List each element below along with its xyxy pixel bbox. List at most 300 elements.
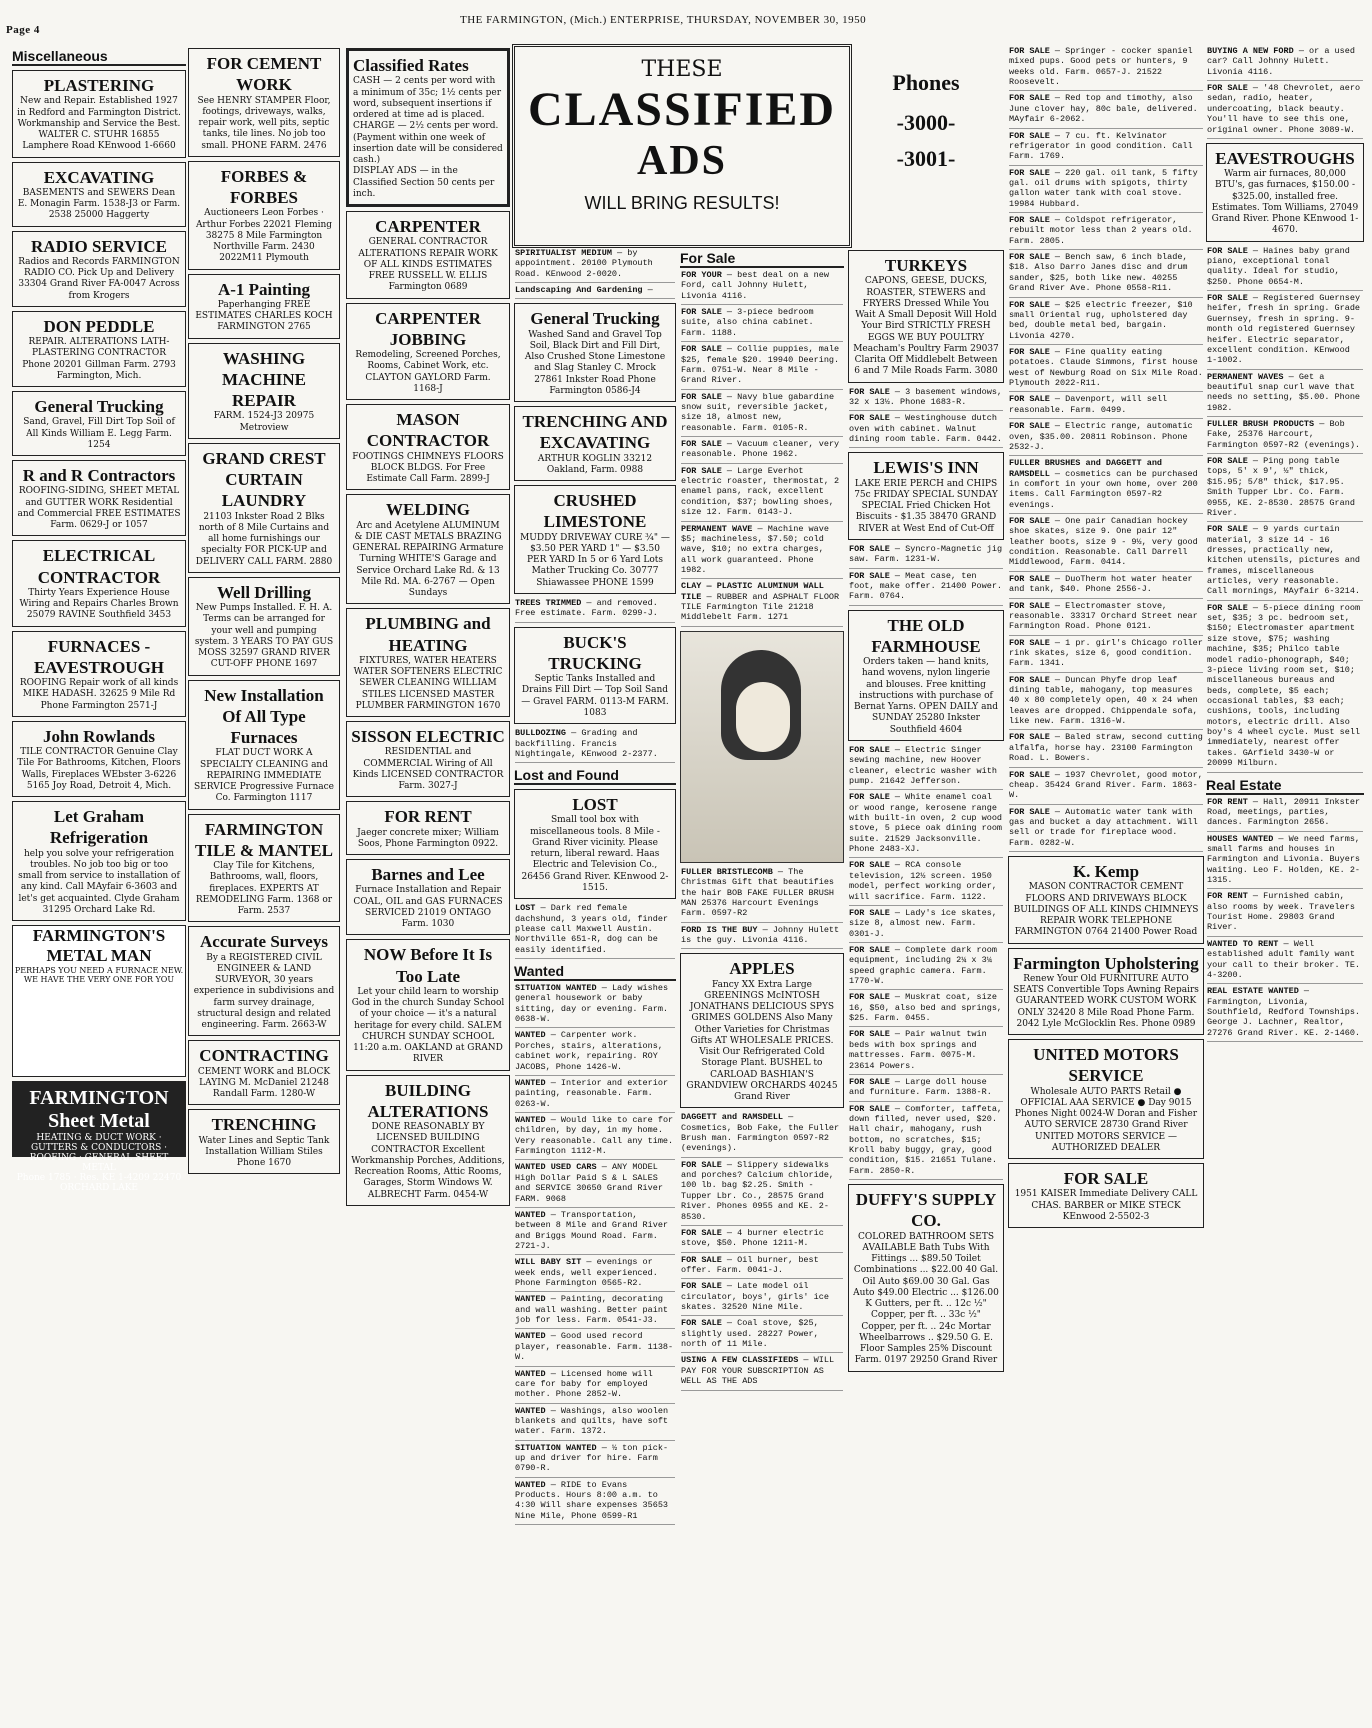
- display-ad: [12, 70, 186, 158]
- ad-text: Licensed home will care for baby for employed mother. Phone 2852-W.: [515, 1368, 653, 1400]
- ad-lead: WANTED: [515, 1294, 546, 1305]
- display-ad: [12, 631, 186, 717]
- ad-title: New Installation Of All Type Furnaces: [204, 685, 324, 747]
- classified-ad: FOR SALE — 3-piece bedroom suite, also china cabinet. Farm. 1188.: [681, 307, 843, 342]
- ad-lead: HOUSES WANTED: [1207, 833, 1274, 844]
- classified-ad: REAL ESTATE WANTED — Farmington, Livonia, Southfield, Redford Townships. George J. Lachner, Realtor, 27276 Grand River. KE. 2-1460.: [1207, 986, 1363, 1042]
- ad-lead: FOR RENT: [1207, 796, 1248, 807]
- ad-title: FOR SALE: [1063, 1169, 1149, 1189]
- display-ad: [12, 801, 186, 921]
- ad-text: Navy blue gabardine snow suit, reversible jacket, size 18, almost new, reasonable. Farm. 0105-R.: [681, 391, 835, 433]
- ad-lead: WANTED: [515, 1077, 546, 1088]
- ad-lead: FOR SALE: [681, 465, 722, 476]
- classified-ad: FOR SALE — Pair walnut twin beds with box springs and mattresses. Farm. 0075-M. 23614 Powers.: [849, 1029, 1003, 1074]
- ad-text: Farmington, Livonia, Southfield, Redford Townships. George J. Lachner, Realtor, 27276 Grand River. KE. 2-1460.: [1207, 996, 1361, 1038]
- ad-title: FURNACES - EAVESTROUGH: [33, 636, 165, 677]
- ad-lead: FOR SALE: [849, 792, 890, 803]
- fuller-brush-illustration: [680, 631, 844, 863]
- section-header: Wanted: [514, 963, 676, 981]
- classified-ad: CLAY — PLASTIC ALUMINUM WALL TILE — RUBBER and ASPHALT FLOOR TILE Farmington Tile 21218 Middlebelt Farm. 1271: [681, 581, 843, 626]
- ad-text: and removed. Free estimate. Farm. 0299-J.: [515, 597, 658, 619]
- ad-text: '48 Chevrolet, aero sedan, radio, heater, undercoating, black beauty. You'll have to see this one, original owner. Phone 3089-W.: [1207, 83, 1361, 135]
- ad-body: Warm air furnaces, 80,000 BTU's, gas furnaces, $150.00 - $325.00, installed free. Estimates. Tom Williams, 27049 Grand River. Phone KEnwood 1-4670.: [1211, 169, 1359, 236]
- display-ad: [1008, 948, 1204, 1036]
- ad-text: Interior and exterior painting, reasonable. Farm. 0263-W.: [515, 1077, 669, 1109]
- ad-body: BASEMENTS and SEWERS Dean E. Monagin Farm. 1538-J3 or Farm. 2538 25000 Haggerty: [17, 187, 181, 221]
- display-ad: [12, 391, 186, 456]
- ad-text: evenings or week ends, well experienced. Phone Farmington 0565-R2.: [515, 1257, 658, 1289]
- display-ad: [1008, 1163, 1204, 1228]
- ad-lead: FOR SALE: [849, 907, 890, 918]
- ad-text: Bench saw, 6 inch blade, $18. Also Darro Janes disc and drum sander, $25, both like new. 40255 Grand River Ave. Phone 0558-R11.: [1009, 252, 1188, 294]
- ad-title: K. Kemp: [1072, 862, 1140, 882]
- display-ad: [188, 577, 340, 676]
- classified-ad: Landscaping And Gardening —: [515, 285, 675, 299]
- ad-text: Oil burner, best offer. Farm. 0041-J.: [681, 1254, 819, 1275]
- ad-body: Wholesale AUTO PARTS Retail ● OFFICIAL AAA SERVICE ● Day 9015 Phones Night 0024-W Doran and Fisher AUTO SERVICE 28730 Grand River UNITED MOTORS SERVICE — AUTHORIZED DEALER: [1014, 1086, 1198, 1153]
- classified-ad: WANTED TO RENT — Well established adult family want your call to their broker. TE. 4-3200.: [1207, 939, 1363, 984]
- ad-title: BUILDING ALTERATIONS: [367, 1080, 489, 1121]
- ad-lead: PERMANENT WAVE: [681, 523, 753, 534]
- ad-lead: FOR SALE: [681, 391, 722, 402]
- ad-body: CAPONS, GEESE, DUCKS, ROASTER, STEWERS and FRYERS Dressed While You Wait A Small Deposit Will Hold Your Bird STRICTLY FRESH EGGS WE BUY POULTRY Meacham's Poultry Farm 29037 Clarita Off Middlebelt Between 6 and 7 Mile Roads Farm. 3080: [853, 276, 999, 377]
- ad-body: GENERAL CONTRACTOR ALTERATIONS REPAIR WORK OF ALL KINDS ESTIMATES FREE RUSSELL W. ELLIS Farmington 0689: [358, 237, 498, 293]
- ad-body: MASON CONTRACTOR CEMENT FLOORS AND DRIVEWAYS BLOCK BUILDINGS OF ALL KINDS CHIMNEYS REPAIR WORK TELEPHONE FARMINGTON 0764 21400 Power Road: [1013, 882, 1199, 938]
- rates-cash: CASH — 2 cents per word with a minimum of 35c; 1½ cents per word, subsequent insertions if ordered at time ad is placed.: [353, 76, 501, 120]
- ad-text: 4 burner electric stove, $50. Phone 1211-M.: [681, 1227, 824, 1249]
- display-ad: [346, 211, 510, 299]
- classified-ad: FOR SALE — Westinghouse dutch oven with cabinet. Walnut dining room table. Farm. 0442.: [849, 413, 1003, 448]
- ad-lead: FOR SALE: [1207, 524, 1248, 535]
- ad-lead: FOR SALE: [1009, 215, 1050, 226]
- classified-ad: FOR SALE — Muskrat coat, size 16, $50, also bed and springs, $25. Farm. 0455.: [849, 992, 1003, 1027]
- ad-text: Electromaster stove, reasonable. 33317 Orchard Street near Farmington Road. Phone 0121.: [1009, 600, 1198, 632]
- ad-lead: FOR SALE: [1207, 293, 1248, 304]
- ad-lead: FOR SALE: [681, 344, 722, 355]
- display-ad: [514, 485, 676, 594]
- ad-text: We need farms, small farms and houses in Farmington and Livonia. Buyers waiting. Leo F. Holden, KE. 2-1315.: [1207, 833, 1361, 886]
- column-8: [1204, 44, 1366, 1724]
- ad-body: Washed Sand and Gravel Top Soil, Black Dirt and Fill Dirt, Also Crushed Stone Limestone and Slag Stanley C. Mrock 27861 Inkster Road Phone Farmington 0586-J4: [524, 329, 666, 396]
- section-header: For Sale: [680, 250, 844, 268]
- ad-lead: WANTED: [515, 1114, 546, 1125]
- classified-ad: FOR SALE — 9 yards curtain material, 3 size 14 - 16 dresses, practically new, kitchen utensils, pictures and frames, miscellaneous articles, very reasonable. Call mornings, MAyfair 6-3214.: [1207, 524, 1363, 601]
- ad-lead: FOR SALE: [1009, 732, 1050, 743]
- ad-body: New Pumps Installed. F. H. A. Terms can be arranged for your well and pumping system. 3 YEARS TO PAY GUS MOSS 32597 GRAND RIVER CUT-OFF PHONE 1697: [194, 603, 334, 670]
- ad-body: COLORED BATHROOM SETS AVAILABLE Bath Tubs With Fittings ... $89.50 Toilet Combinations ... $22.00 40 Gal. Oil Auto $69.00 30 Gal. Gas Auto $49.00 Electric ... $126.00 K Gutters, per ft. .. 12c ½" Copper, per ft. .. 33c ½" Copper, per ft. .. 24c Mortar Wheelbarrows .. $29.50 G. E. Floor Samples 25% Discount Farm. 0197 29250 Grand River: [853, 1231, 999, 1366]
- classified-ad: FOR SALE — Large doll house and furniture. Farm. 1388-R.: [849, 1077, 1003, 1102]
- ad-lead: FOR SALE: [1009, 167, 1050, 178]
- ad-lead: FOR SALE: [681, 307, 722, 318]
- display-ad: [346, 721, 510, 797]
- rates-title: Classified Rates: [353, 56, 469, 75]
- ad-text: 3 basement windows, 32 x 13½. Phone 1683-R.: [849, 386, 1003, 407]
- ad-title: R and R Contractors: [22, 466, 176, 485]
- ad-title: Let Graham Refrigeration: [49, 807, 149, 848]
- ad-title: SISSON ELECTRIC: [351, 727, 505, 746]
- ad-lead: FOR SALE: [681, 1227, 722, 1238]
- ad-title: DUFFY'S SUPPLY CO.: [855, 1190, 997, 1231]
- ad-text: Get a beautiful snap curl wave that needs no setting, $5.00. Phone 1982.: [1207, 371, 1361, 413]
- classified-ad: FULLER BRUSHES and DAGGETT and RAMSDELL — cosmetics can be purchased in comfort in your own home, over 200 items. Call Farmington 0597-R2 evenings.: [1009, 458, 1203, 514]
- classified-ad: FULLER BRISTLECOMB — The Christmas Gift that beautifies the hair BOB FAKE FULLER BRUSH MAN 25376 Harcourt Evenings Farm. 0597-R2: [681, 867, 843, 923]
- ad-text: Large Everhot electric roaster, thermostat, 2 enamel pans, rack, excellent condition, $37; bowling shoes, size 12. Farm. 0143-J.: [681, 465, 840, 518]
- phones-box: [846, 44, 1006, 242]
- ad-text: White enamel coal or wood range, kerosene range with built-in oven, 2 cup wood stove, 5 piece oak dining room suite. 21529 Jacksonville. Phone 2483-XJ.: [849, 792, 1003, 855]
- ad-title: Barnes and Lee: [371, 865, 485, 884]
- classified-ad: SPIRITUALIST MEDIUM — by appointment. 20100 Plymouth Road. KEnwood 2-0020.: [515, 248, 675, 283]
- display-ad: [346, 801, 510, 855]
- ad-title: WELDING: [385, 500, 471, 520]
- ad-body: Furnace Installation and Repair COAL, OIL and GAS FURNACES SERVICED 21019 ONTAGO Farm. 1030: [353, 885, 503, 929]
- ad-lead: FOR SALE: [849, 744, 890, 755]
- ad-lead: FOR SALE: [1207, 602, 1248, 613]
- display-ad: [188, 161, 340, 270]
- ad-title: DON PEDDLE: [43, 316, 155, 336]
- ad-text: best deal on a new Ford, call Johnny Hulett, Livonia 4116.: [681, 270, 829, 301]
- display-ad: [514, 406, 676, 481]
- classified-ad: FOR SALE — RCA console television, 12½ screen. 1950 model, perfect working order, will sacrifice. Farm. 1122.: [849, 860, 1003, 905]
- ad-lead: WANTED USED CARS: [515, 1162, 597, 1173]
- classified-ad: FOR SALE — Comforter, taffeta, down filled, never used, $20. Hall chair, mahogany, rush bottom, no scratches, $15; Kroll baby buggy, gray, good condition, $15. 21651 Tulane. Farm. 2850-R.: [849, 1104, 1003, 1181]
- classified-rates: [346, 48, 510, 207]
- classified-ad: FOR SALE — Electromaster stove, reasonable. 33317 Orchard Street near Farmington Road. Phone 0121.: [1009, 601, 1203, 636]
- display-ad: [514, 789, 676, 899]
- ad-text: ½ ton pick-up and driver for hire. Farm 0790-R.: [515, 1442, 669, 1474]
- ad-lead: WANTED: [515, 1030, 546, 1041]
- ad-title: MASON CONTRACTOR: [366, 410, 490, 451]
- rates-display: DISPLAY ADS — in the Classified Section 50 cents per inch.: [353, 166, 495, 199]
- classified-ad: DAGGETT and RAMSDELL — Cosmetics, Bob Fake, the Fuller Brush man. Farmington 0597-R2 (evenings).: [681, 1112, 843, 1157]
- classified-ad: FOR SALE — Davenport, will sell reasonable. Farm. 0499.: [1009, 394, 1203, 419]
- ad-lead: USING A FEW CLASSIFIEDS: [681, 1355, 799, 1366]
- section-header: Miscellaneous: [12, 48, 186, 66]
- classified-ad: FOR SALE — Registered Guernsey heifer, fresh in spring. Grade Guernsey, fresh in spring. 9-month old registered Guernsey heifer. Electric separator, excellent condition. KEnwood 1-1002.: [1207, 293, 1363, 370]
- ad-title: PLUMBING and HEATING: [365, 614, 491, 655]
- phone-number-2: -3001-: [896, 146, 956, 171]
- ad-lead: WANTED: [515, 1331, 546, 1342]
- classified-ad: FOR SALE — 5-piece dining room set, $35; 3 pc. bedroom set, $150; Electromaster apartment size stove, $75; washing machine, $35; Philco table model radio-phonograph, $40; 3-piece living room set, $10; miscellaneous bureaus and beds, complete, $5 each; occasional tables, $3 each; cushions, tools, including motors, electric drill. Also boy's 4 wheel cycle. Must sell immediately, nearest offer takes. GArfield 3430-W or 20099 Milburn.: [1207, 603, 1363, 773]
- ad-text: Ping pong table tops, 5' x 9', ½" thick, $15.95; 5/8" thick, $17.95. Smith Tupper Lbr. Co. Farm. 0955, KE. 2-8530. 28575 Grand River.: [1207, 456, 1355, 518]
- ad-lead: FOR SALE: [1009, 806, 1050, 817]
- ad-lead: FOR SALE: [681, 1254, 722, 1265]
- ad-title: Well Drilling: [217, 582, 311, 602]
- classified-ad: FOR YOUR — best deal on a new Ford, call Johnny Hulett, Livonia 4116.: [681, 270, 843, 305]
- classified-ad: FOR SALE — Vacuum cleaner, very reasonable. Phone 1962.: [681, 439, 843, 464]
- display-ad: [1008, 1039, 1204, 1159]
- ad-text: Coal stove, $25, slightly used. 28227 Power, north of 11 Mile.: [681, 1318, 819, 1350]
- sheet-metal-ad: [12, 1081, 186, 1193]
- ad-body: DONE REASONABLY BY LICENSED BUILDING CONTRACTOR Excellent Workmanship Porches, Additions, Recreation Rooms, Attic Rooms, Garages, Storm Windows W. ALBRECHT Farm. 0454-W: [351, 1122, 505, 1200]
- classified-ad: FOR SALE — '48 Chevrolet, aero sedan, radio, heater, undercoating, black beauty. You'll have to see this one, original owner. Phone 3089-W.: [1207, 83, 1363, 139]
- ad-title: General Trucking: [530, 309, 660, 329]
- ad-text: Pair walnut twin beds with box springs and mattresses. Farm. 0075-M. 23614 Powers.: [849, 1029, 987, 1071]
- portrait-face: [736, 682, 790, 752]
- ad-text: Red top and timothy, also June clover hay, 80c bale, delivered. MAyfair 6-2062.: [1009, 93, 1198, 125]
- ad-title: John Rowlands: [43, 726, 155, 746]
- ad-lead: FULLER BRUSH PRODUCTS: [1207, 419, 1315, 430]
- ad-lead: FOR SALE: [1207, 245, 1248, 256]
- classified-ad: FOR SALE — DuoTherm hot water heater and tank, $40. Phone 2556-J.: [1009, 574, 1203, 599]
- ad-text: cosmetics can be purchased in comfort in your own home, over 200 items. Call Farmington 0597-R2 evenings.: [1009, 468, 1198, 510]
- classified-ad: WILL BABY SIT — evenings or week ends, well experienced. Phone Farmington 0565-R2.: [515, 1257, 675, 1292]
- ad-title: EAVESTROUGHS: [1215, 148, 1355, 168]
- ad-body: CEMENT WORK and BLOCK LAYING M. McDaniel 21248 Randall Farm. 1280-W: [197, 1066, 331, 1099]
- classified-ad: FOR SALE — Late model oil circulator, boys', girls' ice skates. 32520 Nine Mile.: [681, 1281, 843, 1316]
- ad-lead: FOR SALE: [1207, 83, 1248, 94]
- banner-line4: WILL BRING RESULTS!: [584, 193, 780, 213]
- display-ad: [188, 343, 340, 439]
- classified-ad: FOR SALE — Haines baby grand piano, exceptional tonal quality. Ideal for studio, $250. Phone 0654-M.: [1207, 246, 1363, 291]
- ad-text: Painting, decorating and wall washing. Better paint job for less. Farm. 0541-J3.: [515, 1294, 669, 1326]
- ad-text: Bob Fake, 25376 Harcourt, Farmington 0597-R2 (evenings).: [1207, 419, 1361, 450]
- ad-title: CARPENTER JOBBING: [375, 308, 481, 349]
- ad-body: Paperhanging FREE ESTIMATES CHARLES KOCH FARMINGTON 2765: [195, 299, 333, 333]
- ad-lead: REAL ESTATE WANTED: [1207, 986, 1299, 997]
- ad-lead: FOR SALE: [849, 944, 890, 955]
- ad-lead: FOR SALE: [681, 1281, 722, 1292]
- classified-ad: FOR SALE — Fine quality eating potatoes. Claude Simmons, first house west of Newburg Road on Six Mile Road. Plymouth 2022-R11.: [1009, 347, 1203, 392]
- column-6: [846, 246, 1006, 1724]
- ad-lead: WANTED TO RENT: [1207, 938, 1279, 949]
- ad-title: General Trucking: [34, 397, 164, 416]
- ad-lead: Landscaping And Gardening: [515, 285, 643, 296]
- ad-title: TRENCHING: [211, 1115, 317, 1135]
- ad-body: TILE CONTRACTOR Genuine Clay Tile For Bathrooms, Kitchen, Floors Walls, Fireplaces WEbster 3-6226 5165 Joy Road, Detroit 4, Mich.: [17, 747, 181, 791]
- ad-text: Westinghouse dutch oven with cabinet. Walnut dining room table. Farm. 0442.: [849, 413, 1003, 444]
- ad-body: Radios and Records FARMINGTON RADIO CO. Pick Up and Delivery 33304 Grand River FA-0047 Across from Krogers: [18, 256, 180, 301]
- ad-text: Complete dark room equipment, including 2¼ x 3¼ speed graphic camera. Farm. 1770-W.: [849, 944, 997, 987]
- ad-body: Sand, Gravel, Fill Dirt Top Soil of All Kinds William E. Legg Farm. 1254: [23, 417, 175, 450]
- ad-title: CRUSHED LIMESTONE: [543, 491, 647, 532]
- ad-lead: FOR SALE: [1207, 456, 1248, 467]
- ad-title: Accurate Surveys: [200, 932, 328, 952]
- display-ad: [188, 443, 340, 573]
- display-ad: [188, 926, 340, 1036]
- display-ad: [188, 274, 340, 339]
- classified-ad: WANTED — Would like to care for children, by day, in my home. Very reasonable. Call any time. Farmington 1112-M.: [515, 1115, 675, 1160]
- column-3: [344, 44, 512, 1724]
- ad-lead: FOR SALE: [849, 1103, 890, 1114]
- classified-ad: FOR SALE — Meat case, ten foot, make offer. 21400 Power. Farm. 0764.: [849, 571, 1003, 606]
- banner-line2: CLASSIFIED: [527, 83, 837, 136]
- display-ad: [680, 953, 844, 1108]
- ad-title: PLASTERING: [43, 76, 155, 95]
- classified-ad: FOR SALE — Coldspot refrigerator, rebuilt motor less than 2 years old. Farm. 2805.: [1009, 215, 1203, 250]
- ad-title: WASHING MACHINE REPAIR: [221, 348, 307, 410]
- column-4: [512, 246, 678, 1724]
- ad-lead: WANTED: [515, 1479, 546, 1490]
- display-ad: [1206, 143, 1364, 242]
- ad-lead: FOR SALE: [1009, 130, 1050, 141]
- display-ad: [346, 1075, 510, 1206]
- classified-ad: FOR SALE — Springer - cocker spaniel mixed pups. Good pets or hunters, 9 weeks old. Farm. 0657-J. 21522 Roosevelt.: [1009, 46, 1203, 91]
- ad-lead: FOR SALE: [849, 543, 890, 554]
- display-ad: [346, 859, 510, 935]
- ad-lead: FULLER BRISTLECOMB: [681, 866, 773, 877]
- classified-ad: BUYING A NEW FORD — or a used car? Call Johnny Hulett. Livonia 4116.: [1207, 46, 1363, 81]
- metal-man-title: FARMINGTON'S METAL MAN: [32, 926, 166, 965]
- classified-ad: FULLER BRUSH PRODUCTS — Bob Fake, 25376 Harcourt, Farmington 0597-R2 (evenings).: [1207, 419, 1363, 454]
- ad-lead: FOR SALE: [1009, 346, 1050, 357]
- ad-title: LEWIS'S INN: [873, 458, 979, 478]
- classified-ad: WANTED — Washings, also woolen blankets and quilts, have soft water. Farm. 1372.: [515, 1406, 675, 1441]
- classified-ad: FOR SALE — Automatic water tank with gas and bucket a day attachment. Will sell or trade for fireplace wood. Farm. 0282-W.: [1009, 807, 1203, 852]
- classified-ad: FOR SALE — Slippery sidewalks and porches? Calcium chloride, 100 lb. bag $2.25. Smith - Tupper Lbr. Co., 28575 Grand River. Phones 0955 and KE. 2-8530.: [681, 1160, 843, 1226]
- classified-ad: FOR SALE — Lady's ice skates, size 8, almost new. Farm. 0301-J.: [849, 908, 1003, 943]
- ad-text: Coldspot refrigerator, rebuilt motor less than 2 years old. Farm. 2805.: [1009, 215, 1193, 246]
- ad-text: Electric range, automatic oven, $35.00. 20811 Robinson. Phone 2532-J.: [1009, 421, 1193, 452]
- ad-text: $25 electric freezer, $10 small Oriental rug, upholstered day bed, double metal bed, bargain. Livonia 4270.: [1009, 299, 1193, 341]
- column-1: [10, 44, 188, 1724]
- ad-title: RADIO SERVICE: [31, 236, 167, 256]
- ad-text: Would like to care for children, by day, in my home. Very reasonable. Call any time. Farmington 1112-M.: [515, 1114, 674, 1157]
- ad-lead: WANTED: [515, 1368, 546, 1379]
- ad-text: WILL PAY FOR YOUR SUBSCRIPTION AS WELL AS THE ADS: [681, 1355, 835, 1387]
- ad-lead: FOR SALE: [849, 1076, 890, 1087]
- column-7: [1006, 44, 1206, 1724]
- banner-line1: THESE: [641, 57, 723, 82]
- ad-text: ANY MODEL High Dollar Paid S & L SALES and SERVICE 30650 Grand River FARM. 9068: [515, 1162, 663, 1204]
- ad-lead: FOR SALE: [849, 413, 890, 424]
- column-2: [186, 44, 342, 1724]
- ad-lead: WANTED: [515, 1405, 546, 1416]
- ad-body: LAKE ERIE PERCH and CHIPS 75c FRIDAY SPECIAL SUNDAY SPECIAL Fried Chicken Hot Biscuits - $1.35 38470 GRAND RIVER at West End of Cut-Off: [854, 478, 998, 534]
- ad-text: RCA console television, 12½ screen. 1950 model, perfect working order, will sacrifice. Farm. 1122.: [849, 860, 997, 902]
- classified-ad: WANTED — RIDE to Evans Products. Hours 8:00 a.m. to 4:30 Will share expenses 35653 Nine Mile, Phone 0599-R1: [515, 1480, 675, 1525]
- ad-text: Electric Singer sewing machine, new Hoover cleaner, electric washer with pump. 21642 Jefferson.: [849, 744, 997, 786]
- ad-text: Automatic water tank with gas and bucket a day attachment. Will sell or trade for fireplace wood. Farm. 0282-W.: [1009, 806, 1198, 848]
- display-ad: [12, 460, 186, 536]
- classified-ad: USING A FEW CLASSIFIEDS — WILL PAY FOR YOUR SUBSCRIPTION AS WELL AS THE ADS: [681, 1355, 843, 1390]
- ad-body: FOOTINGS CHIMNEYS FLOORS BLOCK BLDGS. For Free Estimate Call Farm. 2899-J: [352, 451, 504, 484]
- ad-lead: FOR SALE: [849, 860, 890, 871]
- ad-lead: FOR SALE: [681, 439, 722, 450]
- classified-ad: FOR SALE — $25 electric freezer, $10 small Oriental rug, upholstered day bed, double metal bed, bargain. Livonia 4270.: [1009, 300, 1203, 345]
- ad-body: REPAIR. ALTERATIONS LATH-PLASTERING CONTRACTOR Phone 20201 Gillman Farm. 2793 Farmington, Mich.: [22, 337, 176, 381]
- classified-ad: FOR SALE — Large Everhot electric roaster, thermostat, 2 enamel pans, rack, excellent condition, $37; bowling shoes, size 12. Farm. 0143-J.: [681, 466, 843, 522]
- display-ad: [848, 452, 1004, 540]
- ad-title: TURKEYS: [884, 256, 968, 275]
- column-5: [678, 246, 846, 1724]
- ad-text: Syncro-Magnetic jig saw. Farm. 1231-W.: [849, 543, 1003, 565]
- display-ad: [346, 608, 510, 717]
- ad-title: FORBES & FORBES: [220, 166, 308, 207]
- ad-text: Lady's ice skates, size 8, almost new. Farm. 0301-J.: [849, 907, 997, 939]
- ad-text: Good used record player, reasonable. Farm. 1138-W.: [515, 1331, 674, 1363]
- classified-ad: WANTED USED CARS — ANY MODEL High Dollar Paid S & L SALES and SERVICE 30650 Grand River FARM. 9068: [515, 1162, 675, 1207]
- classified-ad: FOR SALE — 1 pr. girl's Chicago roller rink skates, size 6, good condition. Farm. 1341.: [1009, 638, 1203, 673]
- ad-body: ROOFING Repair work of all kinds MIKE HADASH. 32625 9 Mile Rd Phone Farmington 2571-J: [19, 678, 179, 711]
- ad-lead: DAGGETT and RAMSDELL: [681, 1112, 784, 1123]
- ad-body: FIXTURES, WATER HEATERS WATER SOFTENERS ELECTRIC SEWER CLEANING WILLIAM STILES LICENSED MASTER PLUMBER FARMINGTON 1670: [353, 655, 503, 711]
- ad-lead: FOR SALE: [1009, 93, 1050, 104]
- classified-ad: FOR SALE — One pair Canadian hockey shoe skates, size 9. One pair 12" leather boots, size 9 - 9½, very good condition. Reasonable. Call Darrell Middlewood, Farm. 0414.: [1009, 516, 1203, 572]
- ad-text: Carpenter work. Porches, stairs, alterations, cabinet work, repairing. ROY JACOBS, Phone 1426-W.: [515, 1030, 663, 1072]
- classified-ad: WANTED — Painting, decorating and wall washing. Better paint job for less. Farm. 0541-J3.: [515, 1294, 675, 1329]
- ad-body: ROOFING-SIDING, SHEET METAL and GUTTER WORK Residential and Commercial FREE ESTIMATES Farm. 0629-J or 1057: [17, 486, 181, 530]
- ad-lead: FOR SALE: [1009, 46, 1050, 56]
- ad-text: Muskrat coat, size 16, $50, also bed and springs, $25. Farm. 0455.: [849, 992, 1003, 1024]
- ad-title: CARPENTER: [375, 217, 481, 236]
- ad-text: Duncan Phyfe drop leaf dining table, mahogany, top measures 40 x 80 completely open, 40 x 24 when leaves are dropped. Chippendale sofa, like new. Farm. 1316-W.: [1009, 674, 1198, 727]
- ad-body: Let your child learn to worship God in the church Sunday School of your choice — it's a natural heritage for every child. SALEM CHURCH SUNDAY SCHOOL 11:20 a.m. OAKLAND at GRAND RIVER: [351, 986, 505, 1065]
- ad-body: New and Repair. Established 1927 in Redford and Farmington District. Workmanship and Service the Best. WALTER C. STUHR 16855 Lamphere Road KEnwood 1-6660: [17, 96, 181, 152]
- ad-lead: FOR SALE: [1009, 299, 1050, 310]
- ad-title: BUCK'S TRUCKING: [548, 632, 642, 673]
- ad-text: Fine quality eating potatoes. Claude Simmons, first house west of Newburg Road on Six Mile Road. Plymouth 2022-R11.: [1009, 346, 1203, 389]
- sheet-metal-services: HEATING & DUCT WORK · GUTTERS & CONDUCTORS · ROOFING · GENERAL SHEET METAL: [29, 1133, 169, 1173]
- display-ad: [848, 250, 1004, 383]
- phones-label: Phones: [892, 70, 960, 95]
- ad-lead: SITUATION WANTED: [515, 1442, 597, 1453]
- banner-line3: ADS: [636, 138, 728, 184]
- display-ad: [514, 303, 676, 402]
- ad-body: RESIDENTIAL and COMMERCIAL Wiring of All Kinds LICENSED CONTRACTOR Farm. 3027-J: [352, 747, 504, 791]
- ad-text: 7 cu. ft. Kelvinator refrigerator in good condition. Call Farm. 1769.: [1009, 130, 1193, 162]
- ad-body: Renew Your Old FURNITURE AUTO SEATS Convertible Tops Awning Repairs GUARANTEED WORK CUSTOM WORK ONLY 32420 8 Mile Road Phone Farm. 2042 Lyle McGlocklin Res. Phone 0989: [1013, 973, 1199, 1029]
- classified-ad: TREES TRIMMED — and removed. Free estimate. Farm. 0299-J.: [515, 598, 675, 623]
- page-number: Page 4: [6, 24, 40, 36]
- classified-ad: FOR SALE — Duncan Phyfe drop leaf dining table, mahogany, top measures 40 x 80 completely open, 40 x 24 when leaves are dropped. Chippendale sofa, like new. Farm. 1316-W.: [1009, 675, 1203, 731]
- classified-ad: FOR SALE — Ping pong table tops, 5' x 9', ½" thick, $15.95; 5/8" thick, $17.95. Smith Tupper Lbr. Co. Farm. 0955, KE. 2-8530. 28575 Grand River.: [1207, 456, 1363, 522]
- classified-ad: FOR SALE — Collie puppies, male $25, female $20. 19940 Deering. Farm. 0751-W. Near 8 Mile - Grand River.: [681, 344, 843, 389]
- display-ad: [12, 540, 186, 626]
- ad-lead: FOR YOUR: [681, 270, 722, 280]
- ad-body: Remodeling, Screened Porches, Rooms, Cabinet Work, etc. CLAYTON GAYLORD Farm. 1168-J: [355, 350, 501, 394]
- ad-lead: FOR SALE: [1009, 394, 1050, 405]
- ad-title: LOST: [572, 795, 618, 815]
- ad-text: Vacuum cleaner, very reasonable. Phone 1962.: [681, 439, 840, 460]
- ad-body: help you solve your refrigeration troubles. No job too big or too small from service to installation of any kind. Call MAyfair 6-3603 and let's get acquainted. Clyde Graham 31295 Orchard Lake Rd.: [18, 848, 180, 915]
- ad-text: DuoTherm hot water heater and tank, $40. Phone 2556-J.: [1009, 573, 1193, 595]
- classified-ad: FOR SALE — Baled straw, second cutting alfalfa, horse hay. 23100 Farmington Road. L. Bowers.: [1009, 732, 1203, 767]
- ad-body: MUDDY DRIVEWAY CURE ¾" — $3.50 PER YARD 1" — $3.50 PER YARD In 5 or 6 Yard Lots Mather Trucking Co. 30777 Shiawassee PHONE 1599: [520, 532, 670, 588]
- display-ad: [188, 1109, 340, 1174]
- ad-lead: SITUATION WANTED: [515, 983, 597, 994]
- display-ad: [346, 404, 510, 490]
- ad-lead: WANTED: [515, 1209, 546, 1220]
- ad-text: Haines baby grand piano, exceptional tonal quality. Ideal for studio, $250. Phone 0654-M.: [1207, 245, 1350, 287]
- display-ad: [12, 231, 186, 307]
- ad-body: FARM. 1524-J3 20975 Metroview: [213, 411, 315, 433]
- ad-title: NOW Before It Is Too Late: [363, 945, 493, 986]
- ad-text: 1 pr. girl's Chicago roller rink skates, size 6, good condition. Farm. 1341.: [1009, 637, 1203, 669]
- ad-lead: CLAY — PLASTIC ALUMINUM WALL TILE: [681, 581, 824, 602]
- display-ad: [346, 494, 510, 604]
- ad-text: Registered Guernsey heifer, fresh in spring. Grade Guernsey, fresh in spring. 9-month old registered Guernsey heifer. Electric separator, excellent condition. KEnwood 1-1002.: [1207, 293, 1361, 366]
- metal-man-ad: [12, 925, 186, 1077]
- ad-lead: FOR SALE: [681, 1159, 722, 1170]
- ad-body: Clay Tile for Kitchens, Bathrooms, wall, floors, fireplaces. EXPERTS AT REMODELING Farm. 1368 or Farm. 2537: [195, 861, 333, 916]
- classified-ad: HOUSES WANTED — We need farms, small farms and houses in Farmington and Livonia. Buyers waiting. Leo F. Holden, KE. 2-1315.: [1207, 834, 1363, 890]
- ad-lead: FOR SALE: [849, 992, 890, 1003]
- newspaper-title: THE FARMINGTON, (Mich.) ENTERPRISE, THURSDAY, NOVEMBER 30, 1950: [460, 14, 867, 26]
- classified-ad: FORD IS THE BUY — Johnny Hulett is the guy. Livonia 4116.: [681, 925, 843, 950]
- classified-ad: WANTED — Transportation, between 8 Mile and Grand River and Briggs Mound Road. Farm. 2721-J.: [515, 1210, 675, 1255]
- classified-ad: FOR SALE — Navy blue gabardine snow suit, reversible jacket, size 18, almost new, reasonable. Farm. 0105-R.: [681, 392, 843, 437]
- ad-lead: BUYING A NEW FORD: [1207, 46, 1294, 56]
- classified-ad: BULLDOZING — Grading and backfilling. Francis Nightingale, KEnwood 2-2377.: [515, 728, 675, 763]
- classified-ad: FOR SALE — 220 gal. oil tank, 5 fifty gal. oil drums with spigots, thirty gallon water tank with coal stove. 19984 Hubbard.: [1009, 168, 1203, 213]
- classified-ad: WANTED — Carpenter work. Porches, stairs, alterations, cabinet work, repairing. ROY JACOBS, Phone 1426-W.: [515, 1030, 675, 1075]
- ad-text: 5-piece dining room set, $35; 3 pc. bedroom set, $150; Electromaster apartment size stove, $75; washing machine, $35; Philco table model radio-phonograph, $40; 3-piece living room set, $10; miscellaneous bureaus and beds, complete, $5 each; occasional tables, $3 each; cushions, tools, including motors, electric drill. Also boy's 4 wheel cycle. Must sell immediately, nearest offer takes. GArfield 3430-W or 20099 Milburn.: [1207, 602, 1361, 769]
- ad-lead: FOR SALE: [1009, 573, 1050, 584]
- ad-title: EXCAVATING: [43, 167, 155, 187]
- classified-ad: FOR SALE — 1937 Chevrolet, good motor, cheap. 35424 Grand River. Farm. 1863-W.: [1009, 770, 1203, 805]
- ad-text: 3-piece bedroom suite, also china cabinet. Farm. 1188.: [681, 307, 814, 338]
- ad-text: Slippery sidewalks and porches? Calcium chloride, 100 lb. bag $2.25. Smith - Tupper Lbr. Co., 28575 Grand River. Phones 0955 and KE. 2-8530.: [681, 1159, 835, 1222]
